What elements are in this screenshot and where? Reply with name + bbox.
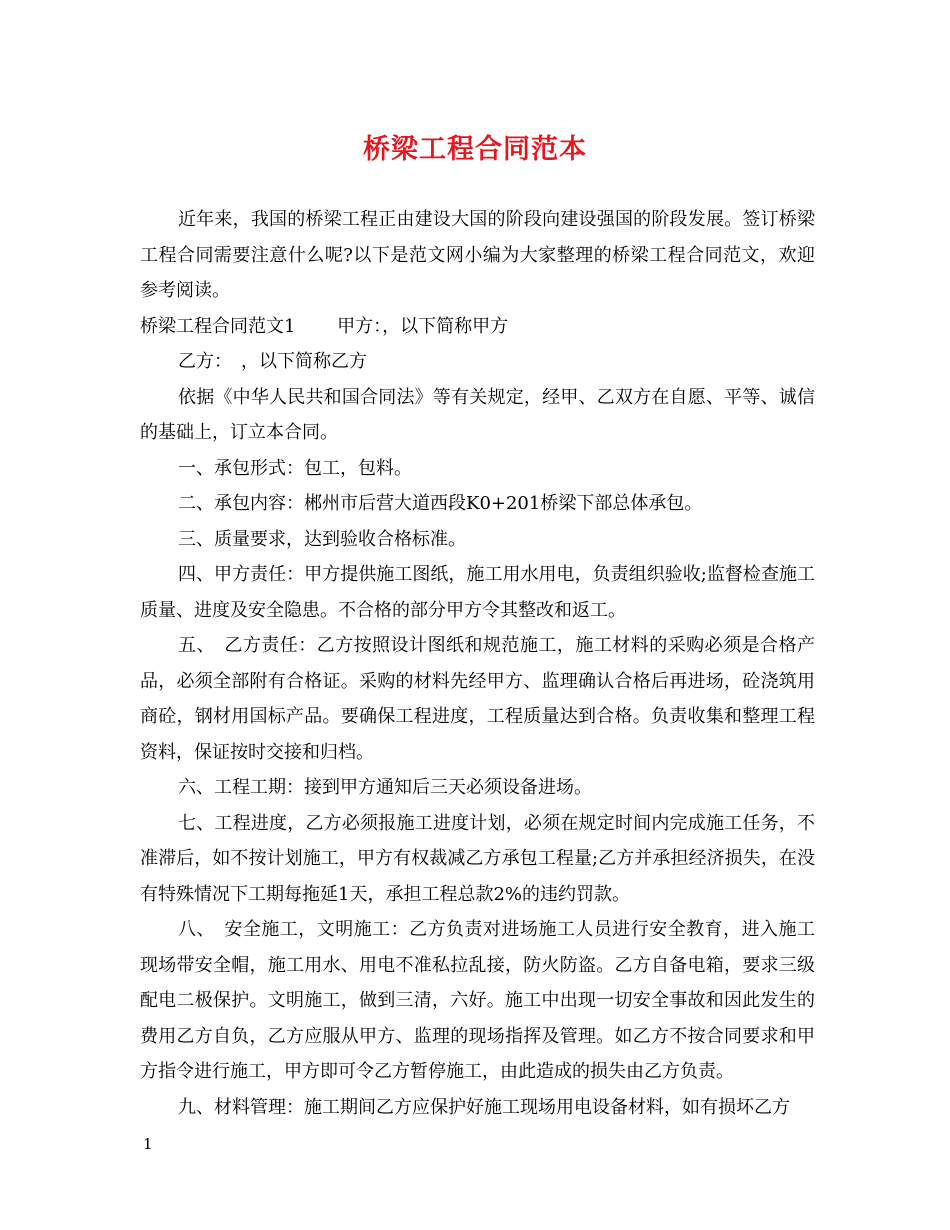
sample-heading-line: 桥梁工程合同范文1 甲方：，以下简称甲方 <box>140 315 509 337</box>
clause-8: 八、 安全施工，文明施工：乙方负责对进场施工人员进行安全教育，进入施工现场带安全帽，施工用水、用电不准私拉乱接，防火防盗。乙方自备电箱，要求三级配电二极保护。文明施工，做到三清，六好。施工中出现一切安全事故和因此发生的费用乙方自负，乙方应服从甲方、监理的现场指挥及管理。如乙方不按合同要求和甲方指令进行施工，甲方即可令乙方暂停施工，由此造成的损失由乙方负责。 <box>140 919 815 1082</box>
page-number: 1 <box>143 1135 153 1153</box>
legal-basis-paragraph: 依据《中华人民共和国合同法》等有关规定，经甲、乙双方在自愿、平等、诚信的基础上，订立本合同。 <box>140 386 815 443</box>
clause-9: 九、材料管理：施工期间乙方应保护好施工现场用电设备材料，如有损坏乙方 <box>178 1096 790 1118</box>
document-title: 桥梁工程合同范本 <box>363 134 587 165</box>
clause-6: 六、工程工期：接到甲方通知后三天必须设备进场。 <box>178 777 592 798</box>
party-b-line: 乙方： ，以下简称乙方 <box>178 351 367 372</box>
document-body <box>140 202 815 1125</box>
clause-2: 二、承包内容：郴州市后营大道西段K0+201桥梁下部总体承包。 <box>178 493 703 514</box>
clause-3: 三、质量要求，达到验收合格标准。 <box>178 528 466 550</box>
intro-paragraph: 近年来，我国的桥梁工程正由建设大国的阶段向建设强国的阶段发展。签订桥梁工程合同需要注意什么呢?以下是范文网小编为大家整理的桥梁工程合同范文，欢迎参考阅读。 <box>140 209 815 301</box>
clause-7: 七、工程进度，乙方必须报施工进度计划，必须在规定时间内完成施工任务，不准滞后，如不按计划施工，甲方有权裁减乙方承包工程量;乙方并承担经济损失，在没有特殊情况下工期每拖延1天，承担工程总款2%的违约罚款。 <box>140 812 815 905</box>
clause-1: 一、承包形式：包工，包料。 <box>178 457 412 479</box>
clause-5: 五、 乙方责任：乙方按照设计图纸和规范施工，施工材料的采购必须是合格产品，必须全部附有合格证。采购的材料先经甲方、监理确认合格后再进场，砼浇筑用商砼，钢材用国标产品。要确保工程进度，工程质量达到合格。负责收集和整理工程资料，保证按时交接和归档。 <box>140 635 815 763</box>
clause-4: 四、甲方责任：甲方提供施工图纸，施工用水用电，负责组织验收;监督检查施工质量、进度及安全隐患。不合格的部分甲方令其整改和返工。 <box>140 564 815 621</box>
